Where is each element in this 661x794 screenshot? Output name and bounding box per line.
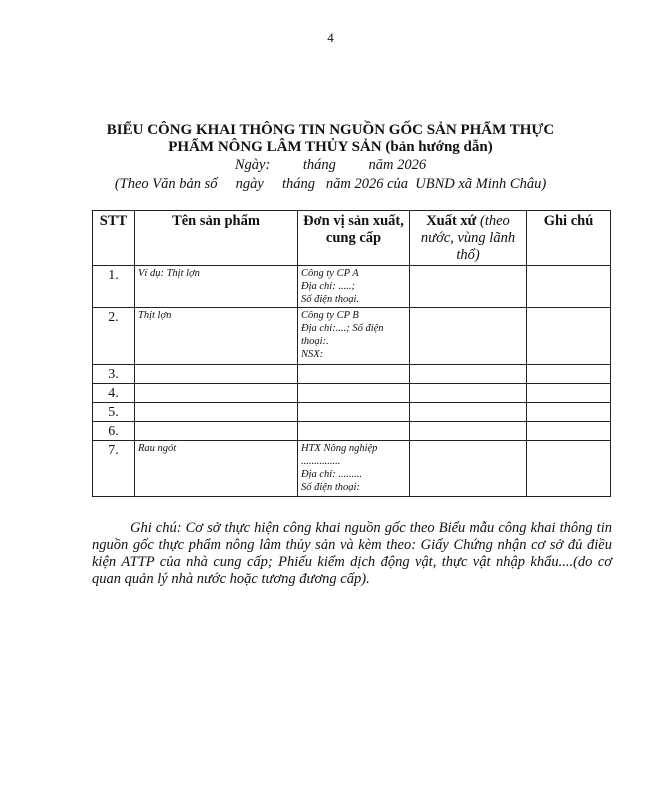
row-stt: 2. — [93, 308, 135, 365]
page-number: 4 — [327, 30, 334, 45]
table-row — [93, 266, 611, 308]
row-product — [135, 365, 298, 384]
row-product — [135, 384, 298, 403]
table-row — [93, 384, 611, 403]
row-stt: 3. — [93, 365, 135, 384]
title-line-1: BIỂU CÔNG KHAI THÔNG TIN NGUỒN GỐC SẢN PHẨM THỰC — [106, 122, 555, 138]
row-note — [527, 266, 611, 308]
row-product: Ví dụ: Thịt lợn — [135, 266, 298, 308]
row-note — [527, 403, 611, 422]
row-producer — [298, 403, 410, 422]
row-note — [527, 384, 611, 403]
product-origin-table — [92, 210, 611, 497]
header-origin — [410, 211, 527, 266]
table-row — [93, 422, 611, 441]
row-product — [135, 403, 298, 422]
row-producer — [298, 441, 410, 497]
row-producer — [298, 266, 410, 308]
producer-line: Địa chỉ: ......... — [301, 469, 362, 480]
row-origin — [410, 384, 527, 403]
producer-line: HTX Nông nghiệp — [301, 443, 378, 454]
row-stt: 5. — [93, 403, 135, 422]
footnote: Ghi chú: Cơ sở thực hiện công khai nguồn gốc theo Biểu mẫu công khai thông tin nguồn gốc thực phẩm nông lâm thủy sản và kèm theo: Giấy Chứng nhận cơ sở đủ điều kiện ATTP của nhà cung cấp; Phiếu kiểm dịch động vật, thực vật nhập khẩu....(do cơ quan quản lý nhà nước hoặc tương đương cấp). — [92, 520, 612, 587]
table-row — [93, 308, 611, 365]
table-row — [93, 403, 611, 422]
row-stt: 7. — [93, 441, 135, 497]
row-origin — [410, 403, 527, 422]
row-origin — [410, 422, 527, 441]
date-line: Ngày: tháng năm 2026 — [234, 157, 427, 173]
row-producer — [298, 384, 410, 403]
producer-line: Địa chỉ:....; Số điện thoại:. — [301, 323, 384, 347]
row-stt: 1. — [93, 266, 135, 308]
header-origin-detail: (theo nước, vùng lãnh thổ) — [420, 213, 516, 263]
table-header-row — [93, 211, 611, 266]
reference-line: (Theo Văn bản số ngày tháng năm 2026 của UBND xã Minh Châu) — [114, 176, 547, 192]
row-stt: 4. — [93, 384, 135, 403]
row-note — [527, 441, 611, 497]
row-origin — [410, 266, 527, 308]
row-stt: 6. — [93, 422, 135, 441]
row-producer — [298, 308, 410, 365]
table-row — [93, 441, 611, 497]
row-producer — [298, 422, 410, 441]
header-note: Ghi chú — [527, 211, 611, 266]
title-line-2 — [0, 139, 661, 156]
producer-line: Địa chỉ: .....; — [301, 281, 355, 292]
producer-line: Công ty CP A — [301, 268, 359, 279]
header-stt: STT — [93, 211, 135, 266]
header-producer: Đơn vị sản xuất, cung cấp — [298, 211, 410, 266]
row-origin — [410, 365, 527, 384]
row-producer — [298, 365, 410, 384]
producer-line: Số điện thoại: — [301, 482, 360, 493]
row-origin — [410, 441, 527, 497]
producer-line: ............... — [301, 456, 341, 467]
producer-line: Công ty CP B — [301, 310, 359, 321]
row-note — [527, 308, 611, 365]
header-product: Tên sản phẩm — [135, 211, 298, 266]
row-product — [135, 422, 298, 441]
producer-line: Số điện thoại. — [301, 294, 360, 305]
title-line-2-paren: (bản hướng dẫn) — [385, 139, 493, 155]
header-origin-main: Xuất xứ — [426, 213, 477, 229]
row-product: Rau ngót — [135, 441, 298, 497]
table-row — [93, 365, 611, 384]
producer-line: NSX: — [301, 349, 324, 360]
row-product: Thịt lợn — [135, 308, 298, 365]
row-note — [527, 422, 611, 441]
title-line-2-main: PHẨM NÔNG LÂM THỦY SẢN — [168, 139, 382, 155]
row-origin — [410, 308, 527, 365]
row-note — [527, 365, 611, 384]
document-title — [0, 122, 661, 156]
